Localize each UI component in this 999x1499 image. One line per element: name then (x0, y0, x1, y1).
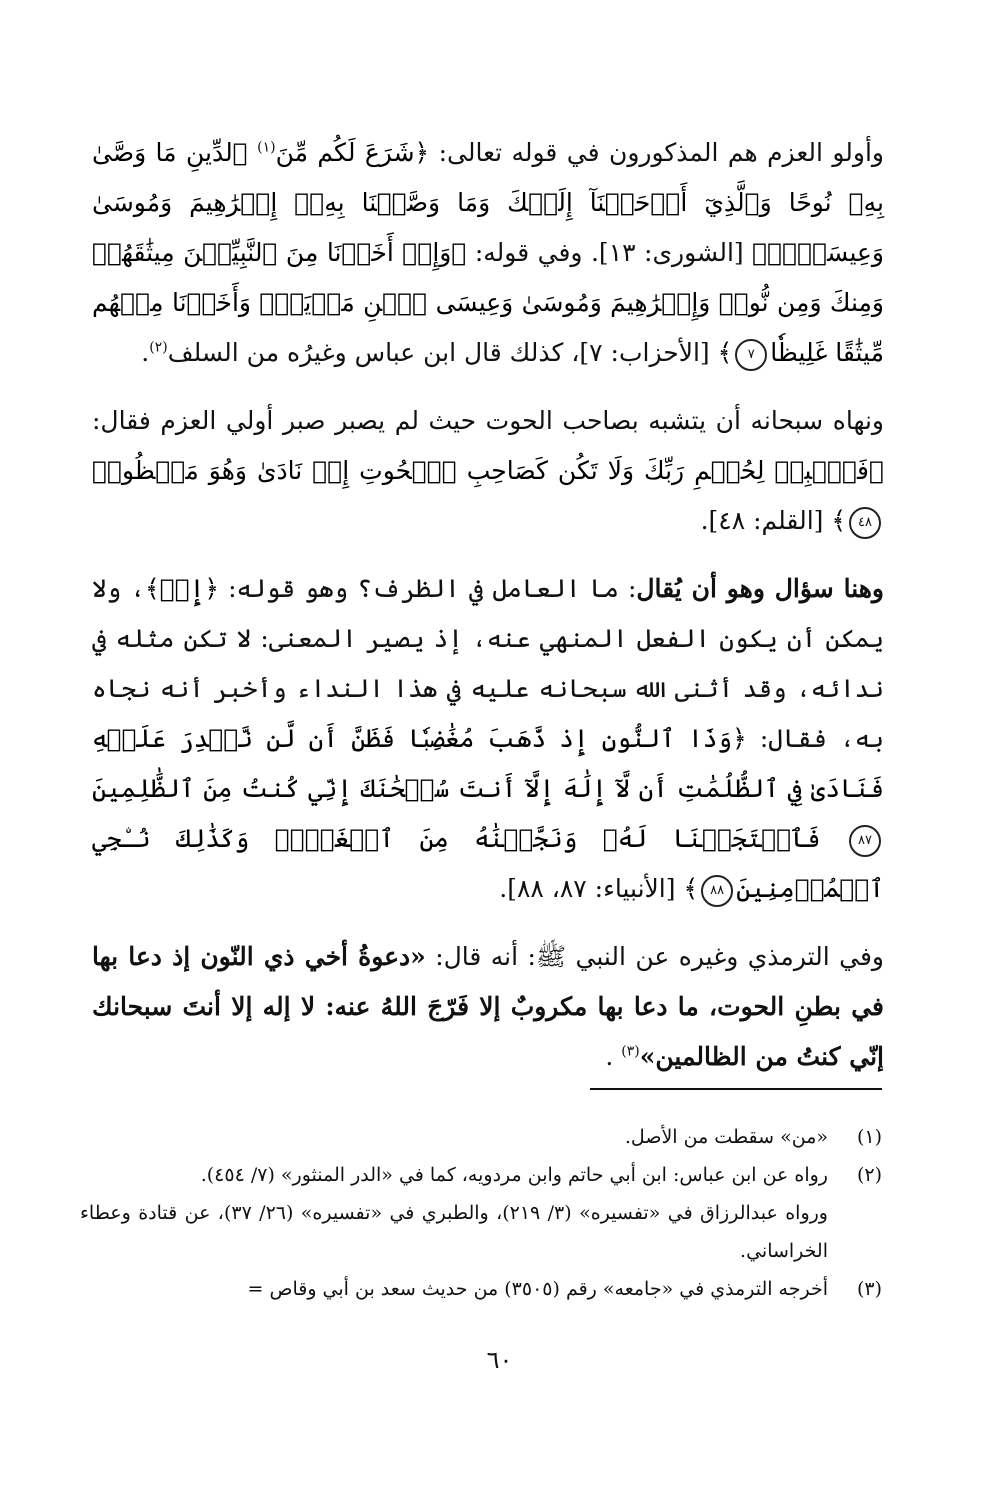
quran-bracket: ﴾ (717, 338, 733, 367)
footnote-1 (80, 1118, 882, 1156)
footnote-2-continued (80, 1194, 882, 1270)
text-run: . (605, 1042, 622, 1071)
page-number: ٦٠ (486, 1346, 513, 1374)
quran-verse: ﴿إِذۡ﴾ (145, 574, 219, 603)
text-run: [الأحزاب: ٧]، كذلك قال ابن عباس وغيرُه من السلف (167, 338, 718, 367)
paragraph-3 (92, 564, 884, 914)
bold-text: وهنا سؤال وهو أن يُقال (636, 574, 884, 603)
text-run: وأولو العزم هم المذكورون في قوله تعالى: (429, 138, 884, 167)
ayah-number-marker: ٧ (735, 339, 767, 371)
footnote-number: (٣) (856, 1278, 882, 1300)
footnote-text: «من» سقطت من الأصل. (624, 1126, 828, 1148)
text-run: [القلم: ٤٨]. (700, 506, 832, 535)
ayah-number-marker: ٨٧ (849, 825, 881, 857)
quran-bracket: ﴾ (831, 506, 846, 535)
paragraph-2 (92, 396, 884, 546)
ayah-number-marker: ٨٨ (701, 875, 733, 907)
text-run: [الأنبياء: ٨٧، ٨٨]. (499, 874, 684, 903)
footnote-ref-2: (٢) (149, 339, 168, 356)
quran-bracket: ﴾ (683, 874, 699, 903)
footnote-separator (590, 1088, 882, 1090)
quran-verse: فَٱسۡتَجَبۡنَا لَهُۥ وَنَجَّيۡنَٰهُ مِنَ ٱلۡغَمِّۚ وَكَذَٰلِكَ نُـۨجِي ٱلۡمُؤۡمِنِينَ (92, 824, 884, 903)
hadith-quote: «دعوةُ أخي ذي النّون إذ دعا بها في بطنِ الحوت، ما دعا بها مكروبٌ إلا فَرّجَ اللهُ عنه: لا إله إلا أنتَ سبحانك إنّي كنتُ من الظالمين» (92, 942, 884, 1071)
footnote-text: رواه عن ابن عباس: ابن أبي حاتم وابن مردويه، كما في «الدر المنثور» (٧/ ٤٥٤). (200, 1164, 828, 1186)
ayah-number-marker: ٤٨ (849, 507, 881, 539)
quran-verse: ﴿فَٱصۡبِرۡ لِحُكۡمِ رَبِّكَ وَلَا تَكُن كَصَاحِبِ ٱلۡحُوتِ إِذۡ نَادَىٰ وَهُوَ مَكۡظُومٞ (92, 456, 884, 485)
paragraph-4 (92, 932, 884, 1082)
footnote-2 (80, 1156, 882, 1194)
footnote-ref-3: (٣) (621, 1043, 640, 1060)
footnote-text: أخرجه الترمذي في «جامعه» رقم (٣٥٠٥) من حديث سعد بن أبي وقاص = (247, 1278, 828, 1300)
quran-verse: ﴿وَإِذۡ أَخَذۡنَا مِنَ ٱلنَّبِيِّـۧنَ مِيثَٰقَهُمۡ وَمِنكَ وَمِن نُّوحٖ وَإِبۡرَٰهِيمَ وَمُوسَىٰ وَعِيسَى ٱبۡنِ مَرۡيَمَۖ وَأَخَذۡنَا مِنۡهُم مِّيثَٰقًا غَلِيظٗا (92, 238, 884, 367)
footnote-text: ورواه عبدالرزاق في «تفسيره» (٣/ ٢١٩)، والطبري في «تفسيره» (٢٦/ ٣٧)، عن قتادة وعطاء الخراساني. (80, 1202, 828, 1262)
quran-verse: ﴿وَذَا ٱلنُّونِ إِذ ذَّهَبَ مُغَٰضِبٗا فَظَنَّ أَن لَّن نَّقۡدِرَ عَلَيۡهِ فَنَادَىٰ فِي ٱلظُّلُمَٰتِ أَن لَّآ إِلَٰهَ إِلَّآ أَنتَ سُبۡحَٰنَكَ إِنِّي كُنتُ مِنَ ٱلظَّٰلِمِينَ (92, 724, 884, 803)
text-run: ، ولا يمكن أن يكون الفعل المنهي عنه، إذ يصير المعنى: لا تكن مثله في ندائه، وقد أثنى الله سبحانه عليه في هذا النداء وأخبر أنه نجاه به، فقال: (92, 574, 884, 753)
text-run: وفي الترمذي وغيره عن النبي ﷺ: أنه قال: (425, 942, 884, 971)
text-run: ونهاه سبحانه أن يتشبه بصاحب الحوت حيث لم يصبر صبر أولي العزم فقال: (92, 406, 884, 435)
quran-verse: ﴿شَرَعَ لَكُم مِّنَ (275, 138, 430, 167)
paragraph-1 (92, 128, 884, 378)
footnote-3 (80, 1270, 882, 1308)
text-run: : ما العامل في الظرف؟ وهو قوله: (219, 574, 637, 603)
footnotes (80, 1118, 882, 1308)
text-run: [الشورى: ١٣]. وفي قوله: (466, 238, 753, 267)
quran-verse: ٱلدِّينِ مَا وَصَّىٰ بِهِۦ نُوحًا وَٱلَّذِيٓ أَوۡحَيۡنَآ إِلَيۡكَ وَمَا وَصَّيۡنَا بِهِۦٓ إِبۡرَٰهِيمَ وَمُوسَىٰ وَعِيسَىٰٓۖ﴾ (92, 138, 885, 267)
footnote-ref-1: (١) (257, 139, 276, 156)
text-run: . (141, 338, 150, 367)
footnote-number: (١) (856, 1126, 882, 1148)
main-text (92, 128, 884, 1082)
footnote-number: (٢) (856, 1164, 882, 1186)
